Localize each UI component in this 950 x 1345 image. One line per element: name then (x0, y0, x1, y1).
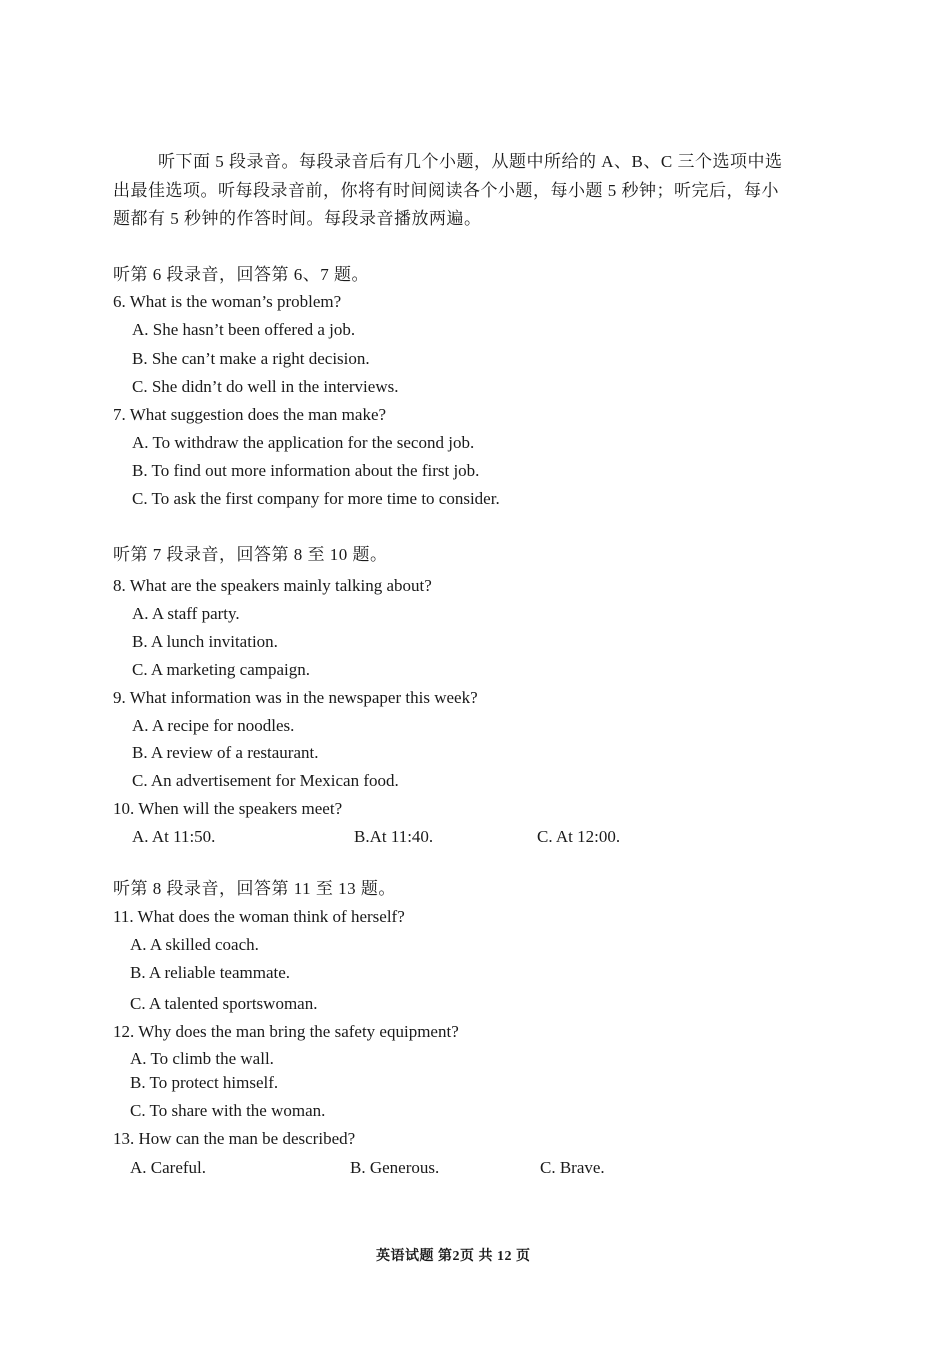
answer-option: C. Brave. (540, 1158, 605, 1177)
answer-option: B. A review of a restaurant. (132, 743, 319, 762)
answer-option: A. A skilled coach. (130, 935, 259, 954)
question-stem: 8. What are the speakers mainly talking about? (113, 576, 432, 595)
answer-option: C. She didn’t do well in the interviews. (132, 377, 399, 396)
answer-option: C. An advertisement for Mexican food. (132, 771, 399, 790)
question-stem: 7. What suggestion does the man make? (113, 405, 387, 424)
question-stem: 11. What does the woman think of herself? (113, 907, 405, 926)
answer-option: A. She hasn’t been offered a job. (132, 320, 356, 339)
answer-option: B. To protect himself. (130, 1073, 279, 1092)
section-heading: 听第 8 段录音，回答第 11 至 13 题。 (113, 879, 396, 898)
answer-option: B. A reliable teammate. (130, 963, 291, 982)
answer-option: C. To share with the woman. (130, 1101, 326, 1120)
section-heading: 听第 7 段录音，回答第 8 至 10 题。 (113, 545, 388, 564)
answer-option: A. A recipe for noodles. (132, 716, 295, 735)
answer-option: C. At 12:00. (537, 827, 621, 846)
page-footer: 英语试题 第2页 共 12 页 (376, 1249, 531, 1264)
question-stem: 10. When will the speakers meet? (113, 799, 343, 818)
instructions-line-3: 题都有 5 秒钟的作答时间。每段录音播放两遍。 (113, 209, 482, 228)
section-heading: 听第 6 段录音，回答第 6、7 题。 (113, 265, 369, 284)
answer-option: A. Careful. (130, 1158, 207, 1177)
question-stem: 13. How can the man be described? (113, 1129, 356, 1148)
answer-option: C. To ask the first company for more time to consider. (132, 489, 500, 508)
question-stem: 9. What information was in the newspaper this week? (113, 688, 478, 707)
answer-option: A. To withdraw the application for the second job. (132, 433, 475, 452)
answer-option: B.At 11:40. (354, 827, 434, 846)
answer-option: C. A talented sportswoman. (130, 994, 318, 1013)
answer-option: B. To find out more information about the first job. (132, 461, 480, 480)
question-stem: 6. What is the woman’s problem? (113, 292, 342, 311)
answer-option: B. Generous. (350, 1158, 440, 1177)
answer-option: B. She can’t make a right decision. (132, 349, 370, 368)
answer-option: B. A lunch invitation. (132, 632, 278, 651)
instructions-line-2: 出最佳选项。听每段录音前，你将有时间阅读各个小题，每小题 5 秒钟；听完后，每小 (113, 181, 779, 200)
answer-option: C. A marketing campaign. (132, 660, 310, 679)
question-stem: 12. Why does the man bring the safety equipment? (113, 1022, 459, 1041)
instructions-line-1: 听下面 5 段录音。每段录音后有几个小题，从题中所给的 A、B、C 三个选项中选 (158, 152, 783, 171)
answer-option: A. A staff party. (132, 604, 240, 623)
answer-option: A. At 11:50. (132, 827, 216, 846)
answer-option: A. To climb the wall. (130, 1049, 274, 1068)
